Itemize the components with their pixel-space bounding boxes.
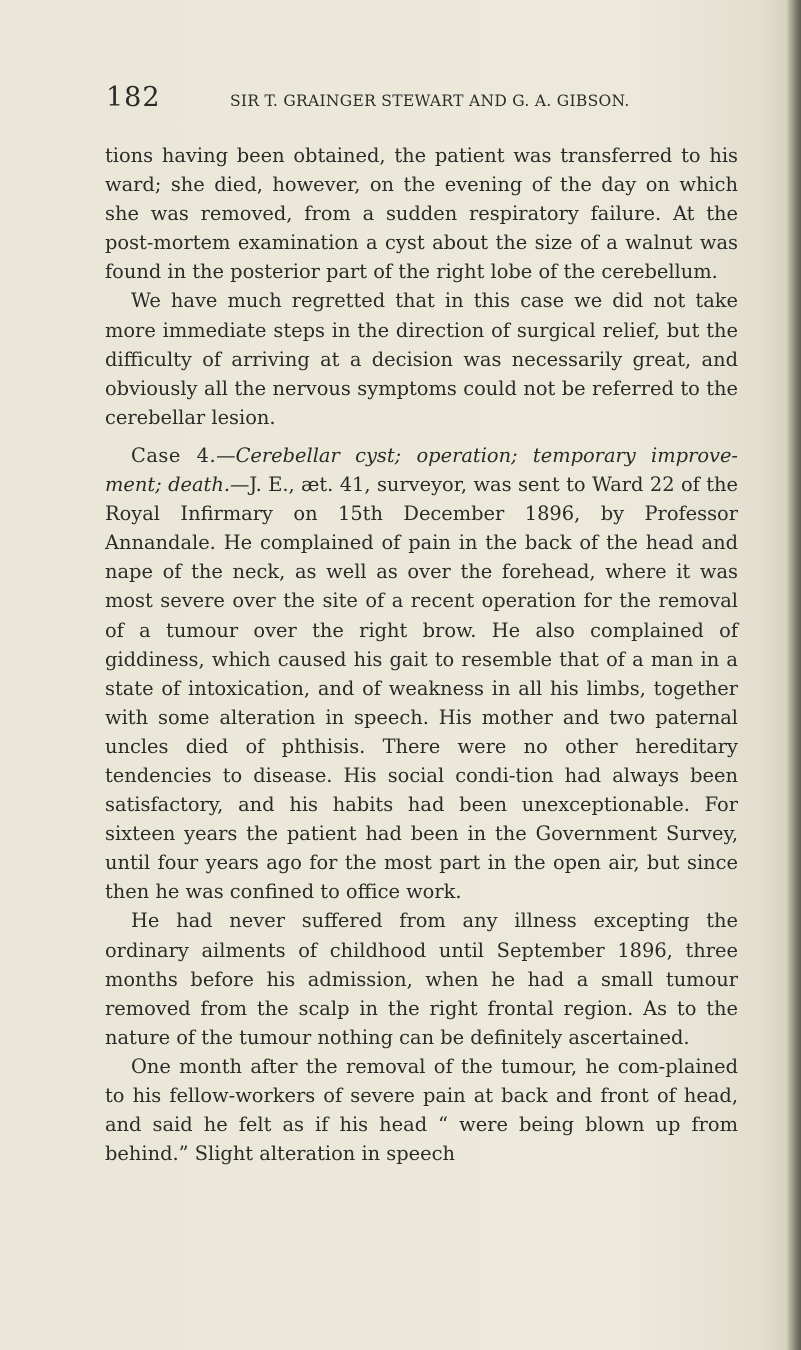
- paragraph-case-4: [105, 441, 738, 907]
- page-header: [106, 82, 746, 122]
- paragraph-5: One month after the removal of the tumour, he com-plained to his fellow-workers of severe pain at back and front of head, and said he felt as if his head “ were being blown up from behind.” Slight alteration in speech: [105, 1054, 738, 1166]
- running-head: SIR T. GRAINGER STEWART AND G. A. GIBSON.: [230, 92, 630, 110]
- page-number: 182: [106, 82, 161, 113]
- page-edge-shadow: [786, 0, 801, 1350]
- paragraph-2: We have much regretted that in this case we did not take more immediate steps in the direction of surgical relief, but the difficulty of arriving at a decision was necessarily great, and obviously all the nervous symptoms could not be referred to the cerebellar lesion.: [105, 289, 738, 429]
- case-text: —J. E., æt. 41, surveyor, was sent to Ward 22 of the Royal Infirmary on 15th December 1896, by Professor Annandale. He complained of pain in the back of the head and nape of the neck, as well as over the forehead, where it was most severe over the site of a recent operation for the removal of a tumour over the right brow. He also complained of giddiness, which caused his gait to resemble that of a man in a state of intoxication, and of weakness in all his limbs, together with some alteration in speech. His mother and two paternal uncles died of phthisis. There were no other hereditary tendencies to disease. His social condi-tion had always been satisfactory, and his habits had been unexceptionable. For sixteen years the patient had been in the Government Survey, until four years ago for the most part in the open air, but since then he was confined to office work.: [105, 473, 738, 904]
- paragraph-4: He had never suffered from any illness excepting the ordinary ailments of childhood until September 1896, three months before his admission, when he had a small tumour removed from the scalp in the right frontal region. As to the nature of the tumour nothing can be definitely ascertained.: [105, 909, 738, 1049]
- case-label: Case 4.: [131, 443, 217, 467]
- case-title: —Cerebellar cyst; operation; temporary improve-ment; death.: [105, 443, 738, 497]
- paragraph-1: tions having been obtained, the patient was transferred to his ward; she died, however, on the evening of the day on which she was removed, from a sudden respiratory failure. At the post-mortem examination a cyst about the size of a walnut was found in the posterior part of the right lobe of the cerebellum.: [105, 144, 738, 284]
- body-text: [105, 141, 738, 1168]
